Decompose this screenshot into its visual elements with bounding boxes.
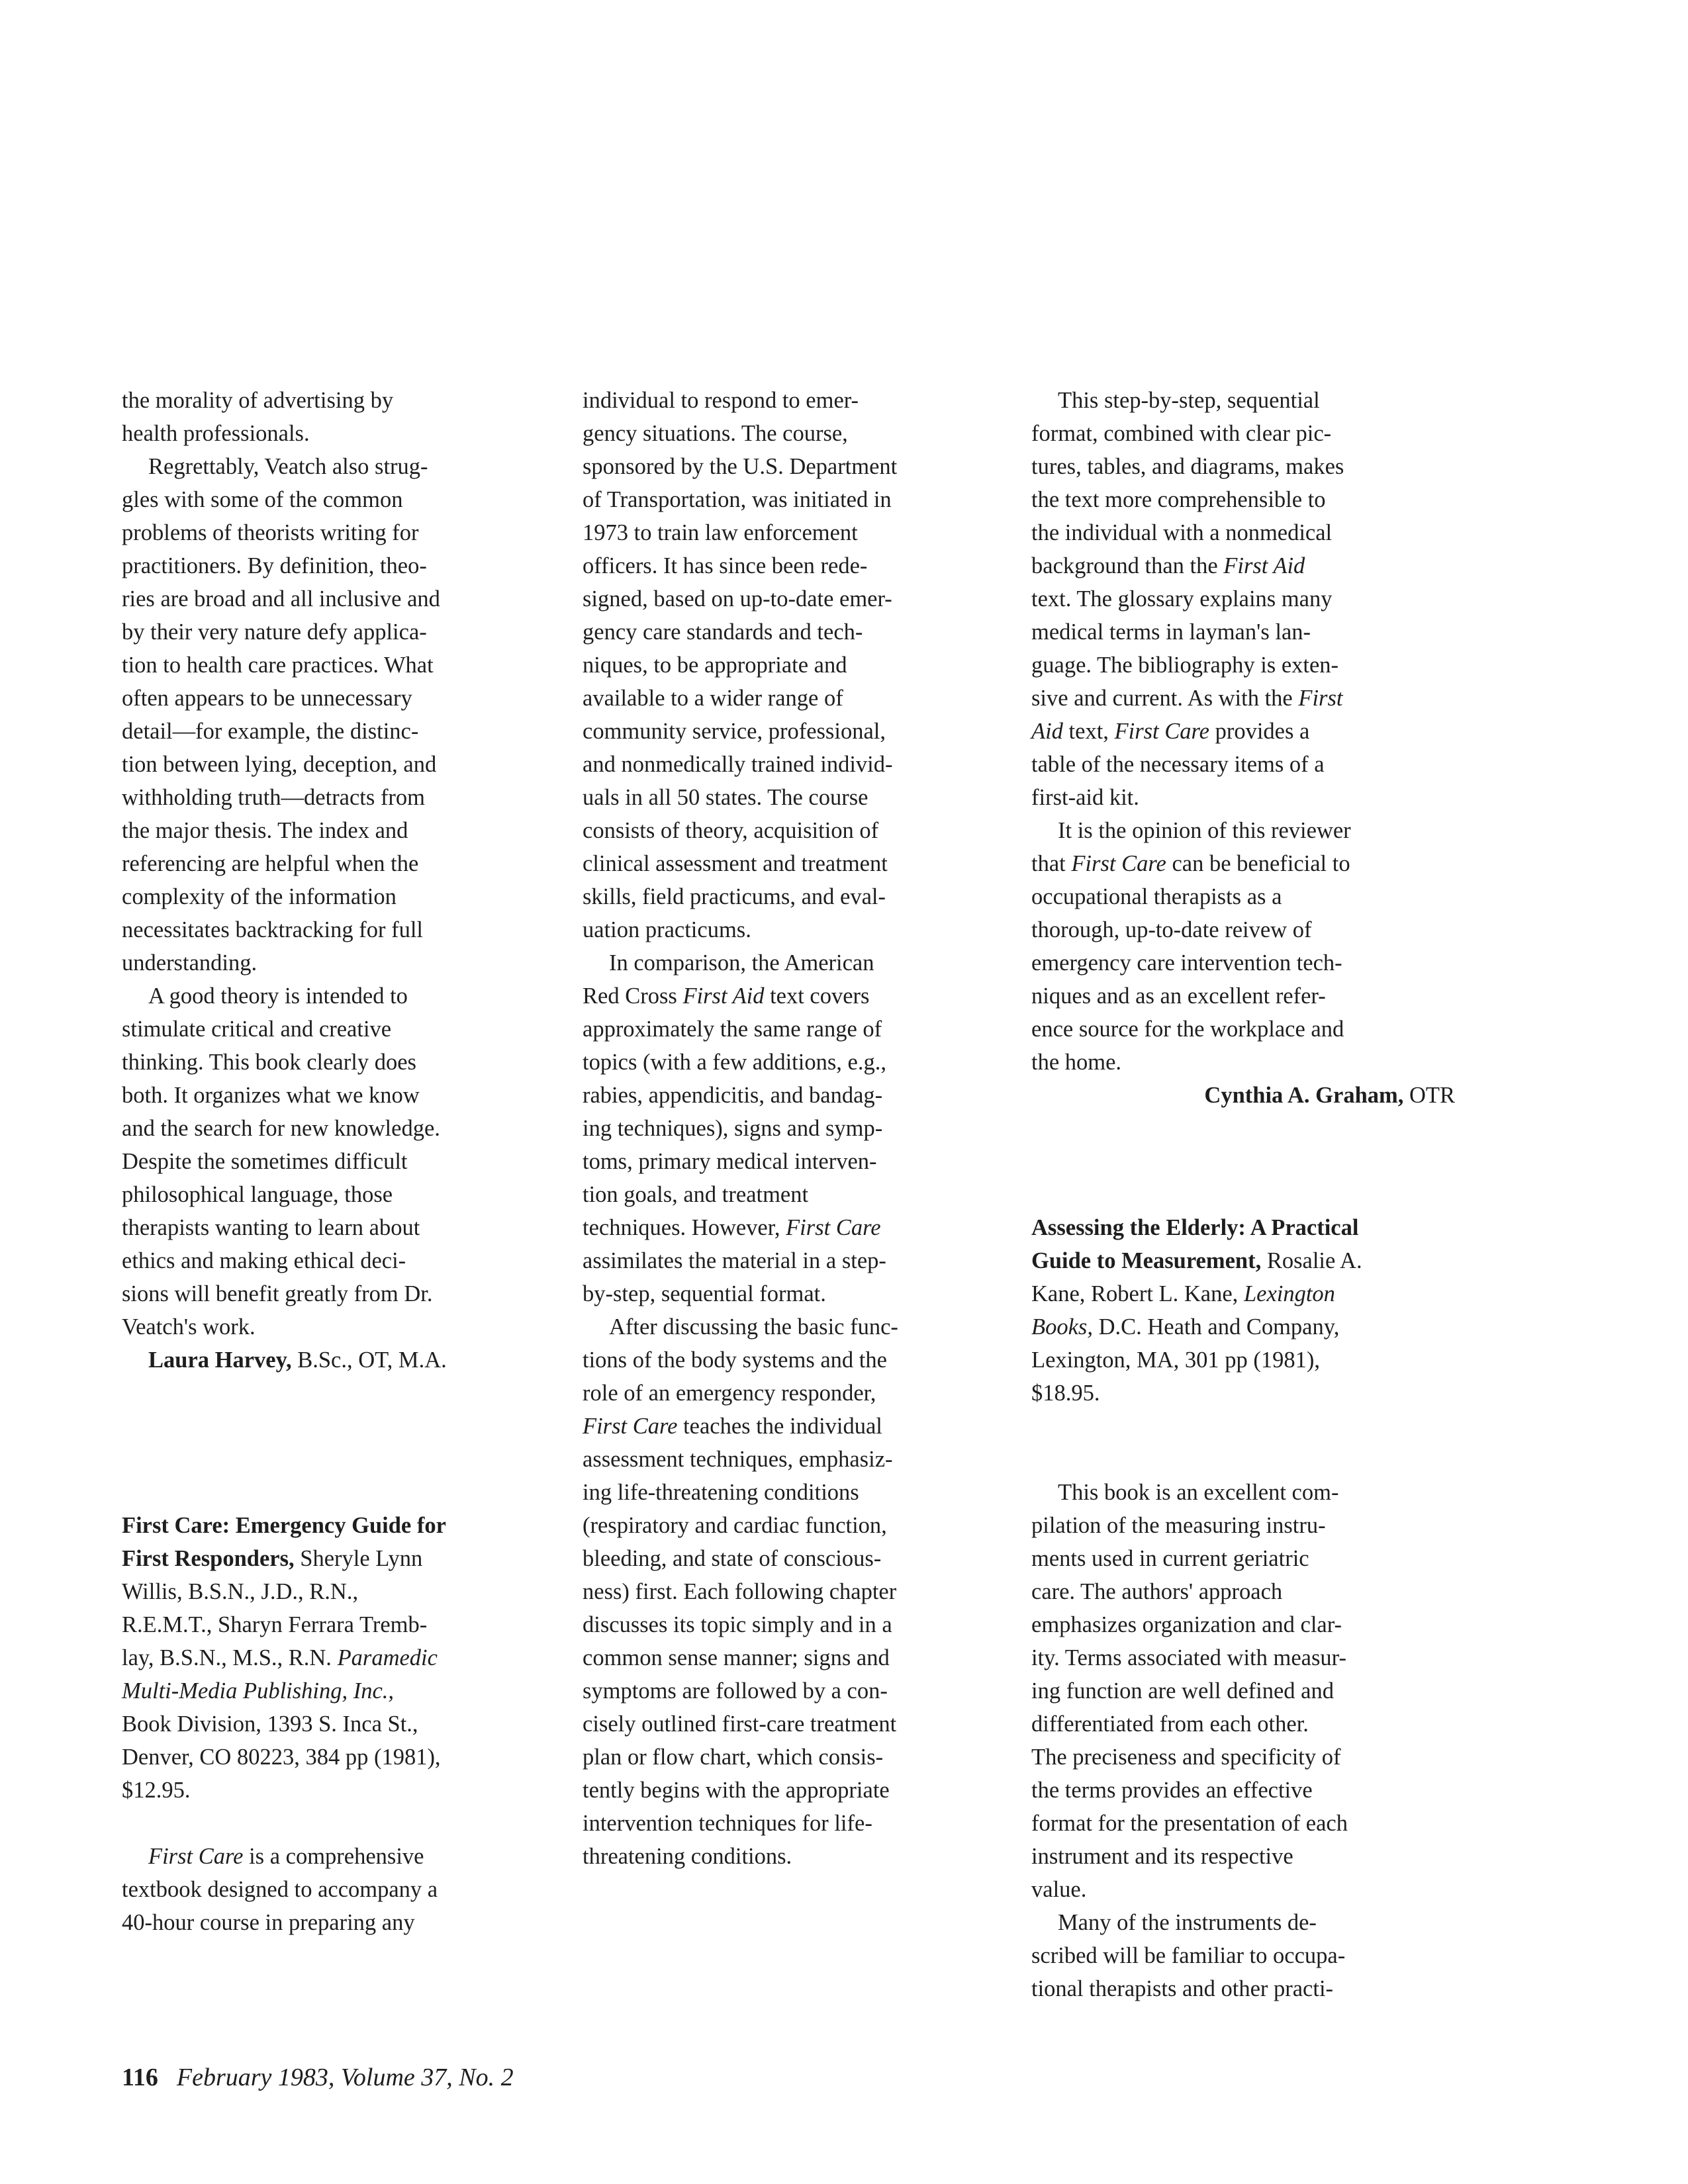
text-line: practitioners. By definition, theo- <box>122 553 427 578</box>
text-line: the major thesis. The index and <box>122 818 408 843</box>
reviewer-signature <box>1031 1079 1455 1112</box>
text-line: necessitates backtracking for full <box>122 917 424 942</box>
text-line: table of the necessary items of a <box>1031 752 1325 777</box>
spacer <box>1031 1178 1455 1211</box>
publisher-name: Paramedic <box>337 1645 438 1670</box>
publisher-name: Books, <box>1031 1314 1093 1340</box>
text-line: tures, tables, and diagrams, makes <box>1031 454 1344 479</box>
text-line: ity. Terms associated with measur- <box>1031 1645 1346 1670</box>
citation-line <box>122 1641 545 1674</box>
text-line: 1973 to train law enforcement <box>583 520 858 545</box>
text-line: ments used in current geriatric <box>1031 1546 1309 1571</box>
citation-line <box>1031 1310 1455 1343</box>
book-authors: Sheryle Lynn <box>294 1546 423 1571</box>
citation-line <box>122 1542 545 1575</box>
paragraph <box>122 450 545 979</box>
page-number: 116 <box>122 2064 158 2091</box>
text-line: common sense manner; signs and <box>583 1645 890 1670</box>
text-line: the individual with a nonmedical <box>1031 520 1333 545</box>
text-line: cisely outlined first-care treatment <box>583 1711 897 1737</box>
text-line: This book is an excellent com- <box>1058 1480 1339 1505</box>
book-title-inline: First Care <box>583 1414 678 1439</box>
text-line: referencing are helpful when the <box>122 851 419 876</box>
book-title-inline: First Care <box>1114 719 1209 744</box>
text-line: Regrettably, Veatch also strug- <box>148 454 428 479</box>
text-line <box>583 979 1006 1013</box>
text-line: Veatch's work. <box>122 1314 256 1340</box>
text-line: plan or flow chart, which consis- <box>583 1745 884 1770</box>
book-title-inline: First Care <box>786 1215 881 1240</box>
text-line <box>1031 847 1455 880</box>
text-line: and nonmedically trained individ- <box>583 752 893 777</box>
text-fragment: text covers <box>764 983 870 1009</box>
spacer <box>1031 1112 1455 1145</box>
column-2 <box>583 384 1006 1873</box>
paragraph <box>1031 1476 1455 1906</box>
text-line: intervention techniques for life- <box>583 1811 872 1836</box>
text-line: skills, field practicums, and eval- <box>583 884 886 909</box>
text-line: health professionals. <box>122 421 310 446</box>
text-fragment: Red Cross <box>583 983 683 1009</box>
review-citation <box>1031 1211 1455 1410</box>
text-line: ethics and making ethical deci- <box>122 1248 406 1273</box>
text-line: emergency care intervention tech- <box>1031 950 1342 976</box>
text-line: textbook designed to accompany a <box>122 1877 438 1902</box>
text-line: ries are broad and all inclusive and <box>122 586 440 612</box>
text-line: individual to respond to emer- <box>583 388 859 413</box>
text-line: gency care standards and tech- <box>583 619 863 645</box>
text-line: format, combined with clear pic- <box>1031 421 1332 446</box>
citation-line <box>122 1674 545 1707</box>
text-line <box>1031 682 1455 715</box>
text-line: sponsored by the U.S. Department <box>583 454 898 479</box>
text-line: sions will benefit greatly from Dr. <box>122 1281 433 1306</box>
signature-line <box>148 1343 545 1377</box>
text-fragment: teaches the individual <box>677 1414 882 1439</box>
text-line: discusses its topic simply and in a <box>583 1612 892 1637</box>
text-line: tion between lying, deception, and <box>122 752 437 777</box>
text-line: emphasizes organization and clar- <box>1031 1612 1342 1637</box>
citation-line: Denver, CO 80223, 384 pp (1981), <box>122 1745 441 1770</box>
text-line: by-step, sequential format. <box>583 1281 826 1306</box>
text-line: available to a wider range of <box>583 686 843 711</box>
citation-line: Book Division, 1393 S. Inca St., <box>122 1711 418 1737</box>
book-title: Assessing the Elderly: A Practical <box>1031 1215 1359 1240</box>
text-line: ing techniques), signs and symp- <box>583 1116 883 1141</box>
reviewer-signature <box>122 1343 545 1377</box>
spacer <box>1031 1145 1455 1178</box>
book-title: First Care: Emergency Guide for <box>122 1513 446 1538</box>
text-line: ence source for the workplace and <box>1031 1017 1344 1042</box>
text-line: bleeding, and state of conscious- <box>583 1546 882 1571</box>
text-line: detail—for example, the distinc- <box>122 719 419 744</box>
text-line: medical terms in layman's lan- <box>1031 619 1311 645</box>
book-title-inline: First <box>1298 686 1343 711</box>
text-line: care. The authors' approach <box>1031 1579 1283 1604</box>
text-line: the text more comprehensible to <box>1031 487 1326 512</box>
text-line: threatening conditions. <box>583 1844 792 1869</box>
text-fragment: is a comprehensive <box>243 1844 424 1869</box>
book-title: Guide to Measurement, <box>1031 1248 1262 1273</box>
text-line: ness) first. Each following chapter <box>583 1579 897 1604</box>
paragraph <box>583 384 1006 946</box>
text-line: of Transportation, was initiated in <box>583 487 892 512</box>
text-line: instrument and its respective <box>1031 1844 1293 1869</box>
citation-line: R.E.M.T., Sharyn Ferrara Tremb- <box>122 1612 428 1637</box>
text-line: occupational therapists as a <box>1031 884 1282 909</box>
text-line: uation practicums. <box>583 917 751 942</box>
text-line: both. It organizes what we know <box>122 1083 420 1108</box>
book-title-inline: Aid <box>1031 719 1063 744</box>
book-title: First Responders, <box>122 1546 295 1571</box>
text-line: role of an emergency responder, <box>583 1381 876 1406</box>
text-line: After discussing the basic func- <box>609 1314 898 1340</box>
citation-text: D.C. Heath and Company, <box>1092 1314 1340 1340</box>
publisher-name: Lexington <box>1243 1281 1335 1306</box>
text-line: 40-hour course in preparing any <box>122 1910 415 1935</box>
text-line <box>122 1840 545 1873</box>
spacer <box>122 1443 545 1476</box>
citation-text: Kane, Robert L. Kane, <box>1031 1281 1244 1306</box>
text-line: ing function are well defined and <box>1031 1678 1334 1704</box>
spacer <box>1031 1443 1455 1476</box>
text-line: In comparison, the American <box>609 950 874 976</box>
text-line: stimulate critical and creative <box>122 1017 392 1042</box>
text-line: the home. <box>1031 1050 1122 1075</box>
text-line <box>583 1211 1006 1244</box>
text-line: clinical assessment and treatment <box>583 851 888 876</box>
text-line: tions of the body systems and the <box>583 1347 887 1373</box>
text-line: tional therapists and other practi- <box>1031 1976 1334 2001</box>
text-line: uals in all 50 states. The course <box>583 785 868 810</box>
citation-line <box>1031 1244 1455 1277</box>
text-line: often appears to be unnecessary <box>122 686 412 711</box>
text-fragment: text, <box>1062 719 1115 744</box>
text-line: niques, to be appropriate and <box>583 653 847 678</box>
book-title-inline: First Care <box>148 1844 244 1869</box>
book-title-inline: First Care <box>1071 851 1166 876</box>
text-line: format for the presentation of each <box>1031 1811 1348 1836</box>
text-line: niques and as an excellent refer- <box>1031 983 1326 1009</box>
text-line: guage. The bibliography is exten- <box>1031 653 1339 678</box>
reviewer-credentials: OTR <box>1403 1083 1455 1108</box>
text-line: assimilates the material in a step- <box>583 1248 886 1273</box>
text-line: complexity of the information <box>122 884 397 909</box>
book-title-inline: First Aid <box>1223 553 1305 578</box>
text-line: assessment techniques, emphasiz- <box>583 1447 893 1472</box>
spacer <box>1031 1410 1455 1443</box>
text-line: therapists wanting to learn about <box>122 1215 420 1240</box>
text-line: tently begins with the appropriate <box>583 1778 890 1803</box>
text-line: community service, professional, <box>583 719 886 744</box>
text-line: It is the opinion of this reviewer <box>1058 818 1351 843</box>
text-line: tion to health care practices. What <box>122 653 434 678</box>
text-line: text. The glossary explains many <box>1031 586 1333 612</box>
text-line: tion goals, and treatment <box>583 1182 809 1207</box>
text-line: Despite the sometimes difficult <box>122 1149 408 1174</box>
text-line: rabies, appendicitis, and bandag- <box>583 1083 883 1108</box>
text-line: problems of theorists writing for <box>122 520 419 545</box>
reviewer-credentials: B.Sc., OT, M.A. <box>291 1347 447 1373</box>
text-line: topics (with a few additions, e.g., <box>583 1050 886 1075</box>
citation-text: lay, B.S.N., M.S., R.N. <box>122 1645 338 1670</box>
text-line: A good theory is intended to <box>148 983 408 1009</box>
column-3 <box>1031 384 1455 2005</box>
text-line: gency situations. The course, <box>583 421 848 446</box>
paragraph <box>122 979 545 1343</box>
spacer <box>122 1410 545 1443</box>
text-line: by their very nature defy applica- <box>122 619 427 645</box>
text-fragment: can be beneficial to <box>1166 851 1350 876</box>
paragraph <box>122 1840 545 1939</box>
text-line: ing life-threatening conditions <box>583 1480 859 1505</box>
issue-info: February 1983, Volume 37, No. 2 <box>176 2064 514 2091</box>
text-line: first-aid kit. <box>1031 785 1139 810</box>
citation-line: $12.95. <box>122 1778 191 1803</box>
paragraph <box>122 384 545 450</box>
text-line <box>1031 549 1455 582</box>
text-line: philosophical language, those <box>122 1182 393 1207</box>
column-1 <box>122 384 545 1939</box>
text-line: (respiratory and cardiac function, <box>583 1513 887 1538</box>
text-fragment: sive and current. As with the <box>1031 686 1299 711</box>
text-line: toms, primary medical interven- <box>583 1149 877 1174</box>
book-title-inline: First Aid <box>682 983 765 1009</box>
reviewer-name: Laura Harvey, <box>148 1347 292 1373</box>
text-line: withholding truth—detracts from <box>122 785 426 810</box>
text-line: differentiated from each other. <box>1031 1711 1309 1737</box>
text-line: thorough, up-to-date reivew of <box>1031 917 1312 942</box>
spacer <box>122 1807 545 1840</box>
text-fragment: background than the <box>1031 553 1224 578</box>
spacer <box>122 1377 545 1410</box>
text-line: and the search for new knowledge. <box>122 1116 440 1141</box>
text-line: thinking. This book clearly does <box>122 1050 416 1075</box>
text-line: This step-by-step, sequential <box>1058 388 1320 413</box>
text-line: pilation of the measuring instru- <box>1031 1513 1326 1538</box>
text-line: approximately the same range of <box>583 1017 882 1042</box>
citation-line <box>1031 1211 1455 1244</box>
signature-line <box>1031 1079 1455 1112</box>
text-line: consists of theory, acquisition of <box>583 818 879 843</box>
citation-line <box>1031 1277 1455 1310</box>
text-line: symptoms are followed by a con- <box>583 1678 888 1704</box>
citation-line: Willis, B.S.N., J.D., R.N., <box>122 1579 359 1604</box>
reviewer-name: Cynthia A. Graham, <box>1204 1083 1404 1108</box>
text-line <box>1031 715 1455 748</box>
paragraph <box>1031 814 1455 1079</box>
paragraph <box>583 1310 1006 1873</box>
text-line: The preciseness and specificity of <box>1031 1745 1341 1770</box>
spacer <box>122 1476 545 1509</box>
publisher-name: Multi-Media Publishing, Inc., <box>122 1678 395 1704</box>
text-line: understanding. <box>122 950 258 976</box>
text-fragment: that <box>1031 851 1072 876</box>
paragraph <box>1031 384 1455 814</box>
text-line: gles with some of the common <box>122 487 403 512</box>
text-line: the terms provides an effective <box>1031 1778 1313 1803</box>
text-line: Many of the instruments de- <box>1058 1910 1317 1935</box>
text-line: value. <box>1031 1877 1087 1902</box>
citation-line <box>122 1509 545 1542</box>
text-fragment: provides a <box>1209 719 1310 744</box>
paragraph <box>1031 1906 1455 2005</box>
citation-line: $18.95. <box>1031 1381 1100 1406</box>
text-line: signed, based on up-to-date emer- <box>583 586 892 612</box>
page-footer <box>122 2063 514 2092</box>
book-authors: Rosalie A. <box>1261 1248 1362 1273</box>
text-fragment: techniques. However, <box>583 1215 786 1240</box>
text-line <box>583 1410 1006 1443</box>
text-line: scribed will be familiar to occupa- <box>1031 1943 1346 1968</box>
text-line: officers. It has since been rede- <box>583 553 868 578</box>
citation-line: Lexington, MA, 301 pp (1981), <box>1031 1347 1321 1373</box>
text-line: the morality of advertising by <box>122 388 394 413</box>
paragraph <box>583 946 1006 1310</box>
review-citation <box>122 1509 545 1807</box>
